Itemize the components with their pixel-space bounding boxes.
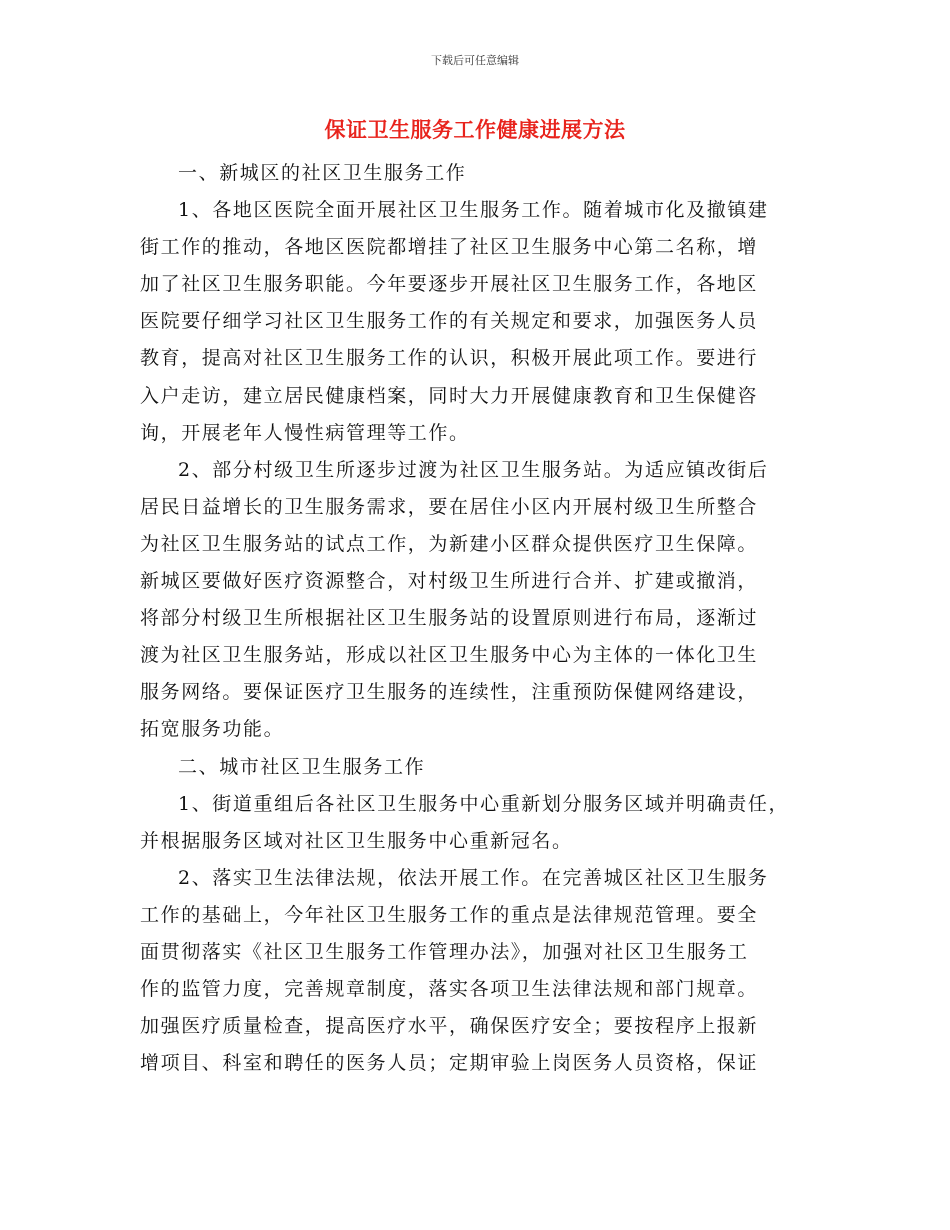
body-text-line: 教育，提高对社区卫生服务工作的认识，积极开展此项工作。要进行 [140, 347, 759, 370]
body-text-line: 街工作的推动，各地区医院都增挂了社区卫生服务中心第二名称，增 [140, 236, 759, 259]
body-text-line: 一、新城区的社区卫生服务工作 [178, 162, 467, 184]
body-text-line: 渡为社区卫生服务站，形成以社区卫生服务中心为主体的一体化卫生 [140, 644, 759, 667]
body-text-line: 面贯彻落实《社区卫生服务工作管理办法》，加强对社区卫生服务工 [140, 940, 749, 963]
body-text-line: 为社区卫生服务站的试点工作，为新建小区群众提供医疗卫生保障。 [140, 532, 759, 555]
body-text-line: 二、城市社区卫生服务工作 [178, 755, 426, 778]
body-text-line: 拓宽服务功能。 [140, 718, 285, 741]
body-text-line: 医院要仔细学习社区卫生服务工作的有关规定和要求，加强医务人员 [140, 310, 759, 333]
page-header-note: 下载后可任意编辑 [431, 54, 519, 67]
body-text-line: 加强医疗质量检查，提高医疗水平，确保医疗安全；要按程序上报新 [140, 1015, 759, 1038]
body-text-line: 作的监管力度，完善规章制度，落实各项卫生法律法规和部门规章。 [140, 978, 759, 1001]
body-text-line: 居民日益增长的卫生服务需求，要在居住小区内开展村级卫生所整合 [140, 495, 759, 518]
body-text-line: 并根据服务区域对社区卫生服务中心重新冠名。 [140, 829, 573, 852]
body-text-line: 2、部分村级卫生所逐步过渡为社区卫生服务站。为适应镇改街后 [178, 458, 769, 481]
body-text-line: 入户走访，建立居民健康档案，同时大力开展健康教育和卫生保健咨 [140, 384, 759, 407]
body-text-line: 将部分村级卫生所根据社区卫生服务站的设置原则进行布局，逐渐过 [140, 607, 759, 630]
body-text-line: 2、落实卫生法律法规，依法开展工作。在完善城区社区卫生服务 [178, 866, 769, 889]
body-text-line: 增项目、科室和聘任的医务人员；定期审验上岗医务人员资格，保证 [140, 1052, 759, 1075]
body-text-line: 服务网络。要保证医疗卫生服务的连续性，注重预防保健网络建设， [140, 681, 759, 704]
body-text-line: 工作的基础上，今年社区卫生服务工作的重点是法律规范管理。要全 [140, 903, 759, 926]
body-text-line: 1、街道重组后各社区卫生服务中心重新划分服务区域并明确责任， [178, 792, 790, 815]
body-text-line: 新城区要做好医疗资源整合，对村级卫生所进行合并、扩建或撤消， [140, 570, 759, 593]
body-text-line: 1、各地区医院全面开展社区卫生服务工作。随着城市化及撤镇建 [178, 199, 769, 222]
body-text-line: 加了社区卫生服务职能。今年要逐步开展社区卫生服务工作，各地区 [140, 273, 759, 296]
document-title: 保证卫生服务工作健康进展方法 [324, 117, 626, 142]
body-text-line: 询，开展老年人慢性病管理等工作。 [140, 421, 470, 444]
document-body [140, 155, 820, 1082]
